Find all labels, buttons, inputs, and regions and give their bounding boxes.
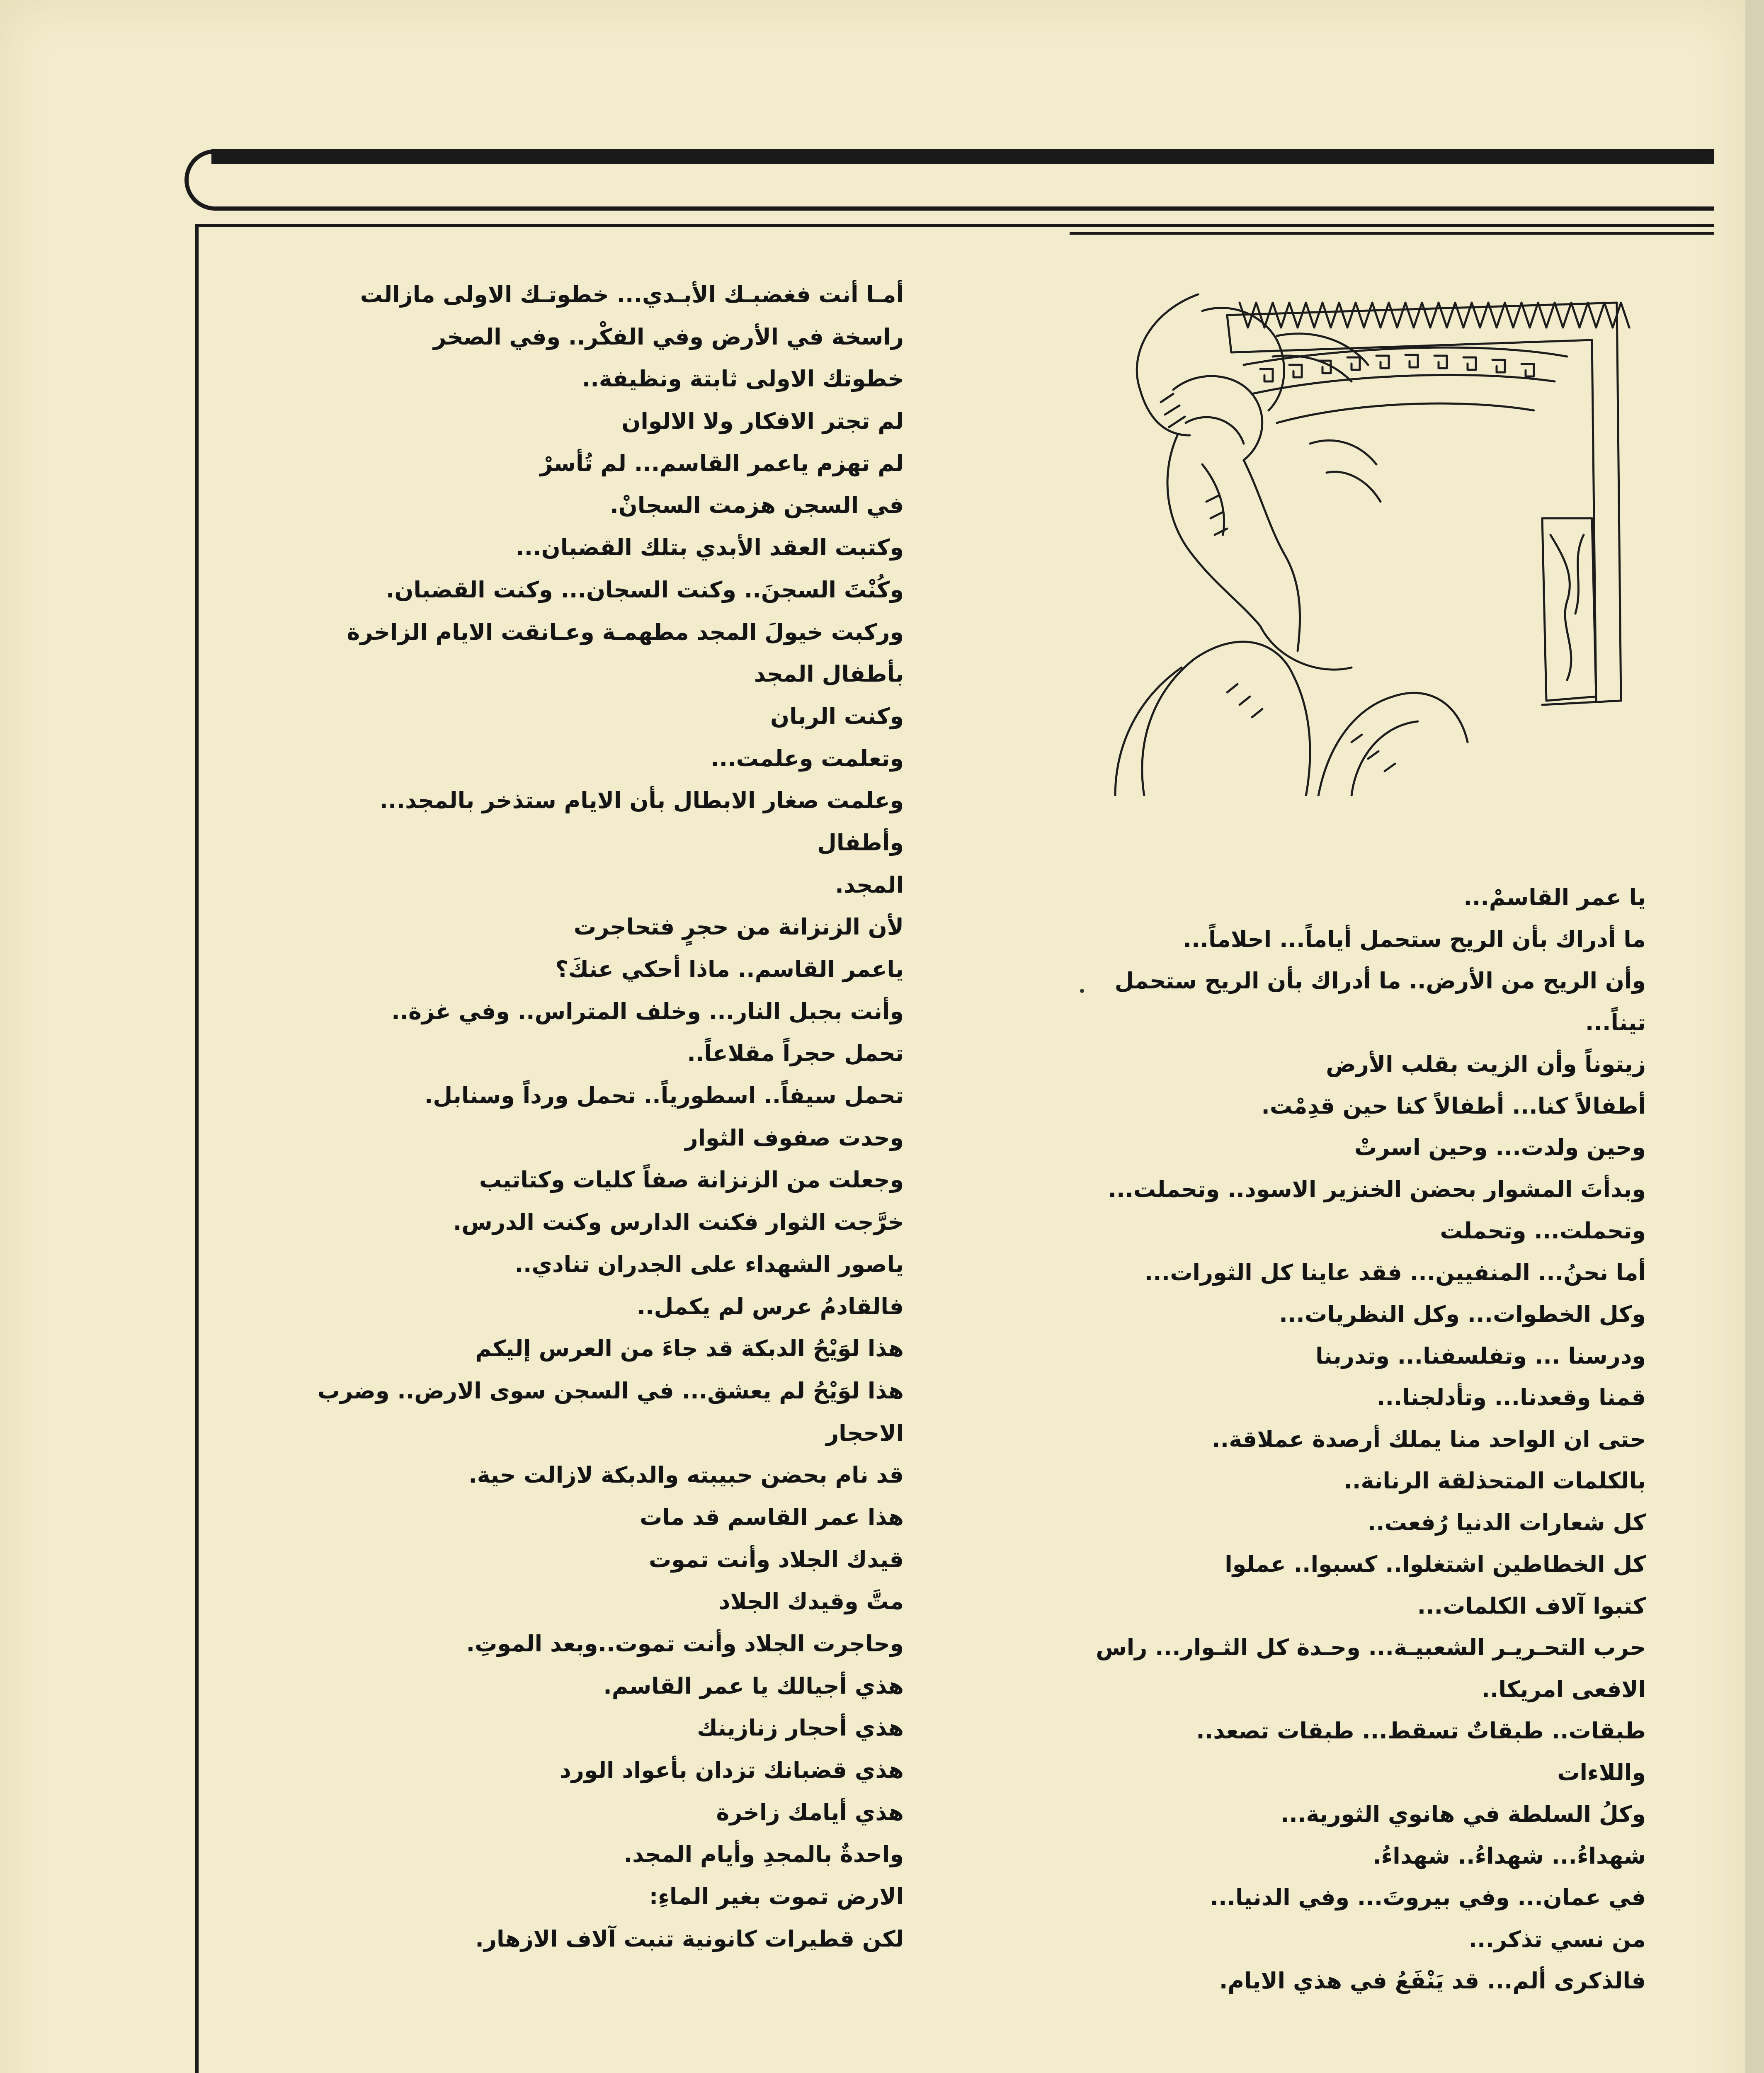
poem-line-left: في السجن هزمت السجانْ. — [610, 492, 904, 519]
frame-top-rule — [195, 224, 1714, 227]
poem-line-right: فالذكرى ألم... قد يَنْفَعُ في هذي الايام. — [1219, 1968, 1646, 1994]
poem-line-left: لم تجتر الافكار ولا الالوان — [621, 408, 904, 435]
poem-line-left: بأطفال المجد — [754, 661, 904, 687]
poem-line-right: تيناً... — [1585, 1009, 1646, 1036]
poem-line-right: زيتوناً وأن الزيت بقلب الأرض — [1326, 1051, 1646, 1077]
poem-line-left: وعلمت صغار الابطال بأن الايام ستذخر بالمجد... — [379, 787, 904, 814]
poem-line-left: خطوتك الاولى ثابتة ونظيفة.. — [582, 366, 904, 392]
poem-line-left: الارض تموت بغير الماءِ: — [649, 1884, 904, 1910]
poem-line-left: هذا لوَيْحُ الدبكة قد جاءَ من العرس إليكم — [475, 1335, 904, 1362]
poem-line-left: تحمل حجراً مقلاعاً.. — [687, 1040, 904, 1067]
poem-line-left: وكتبت العقد الأبدي بتلك القضبان... — [516, 534, 904, 561]
poem-line-left: هذي قضبانك تزدان بأعواد الورد — [560, 1757, 904, 1784]
poem-line-left: قيدك الجلاد وأنت تموت — [648, 1546, 904, 1573]
poem-left-column — [317, 274, 904, 1960]
poem-line-right: شهداءُ... شهداءُ.. شهداءُ. — [1373, 1842, 1646, 1869]
poem-line-right: أما نحنُ... المنفيين... فقد عاينا كل الثورات... — [1144, 1259, 1646, 1286]
poem-line-right: ودرسنا ... وتفلسفنا... وتدربنا — [1315, 1342, 1646, 1369]
poem-line-right: وحين ولدت... وحين اسرتْ — [1354, 1134, 1646, 1160]
poem-line-right: وكل الخطوات... وكل النظريات... — [1279, 1301, 1646, 1327]
poem-line-left: تحمل سيفاً.. اسطورياً.. تحمل ورداً وسنابل. — [424, 1083, 904, 1109]
poem-line-right: كل شعارات الدنيا رُفعت.. — [1367, 1509, 1646, 1536]
poem-line-left: هذي أجيالك يا عمر القاسم. — [603, 1672, 904, 1699]
poem-line-right: كتبوا آلاف الكلمات... — [1417, 1592, 1646, 1619]
poem-line-left: هذي أيامك زاخرة — [716, 1799, 904, 1825]
poem-line-left: وحدت صفوف الثوار — [685, 1124, 904, 1151]
poem-line-left: متَّ وقيدك الجلاد — [718, 1588, 904, 1615]
poem-line-right: وتحملت... وتحملت — [1440, 1218, 1646, 1244]
poem-line-right: الافعى امريكا.. — [1481, 1676, 1646, 1702]
poem-line-left: وكنت الربان — [770, 703, 904, 729]
poem-line-right: واللاءات — [1557, 1759, 1646, 1786]
poem-line-right: وأن الريح من الأرض.. ما أدراك بأن الريح ستحمل — [1114, 968, 1646, 994]
poem-line-left: راسخة في الأرض وفي الفكْر.. وفي الصخر — [433, 323, 904, 350]
poem-line-right: قمنا وقعدنا... وتأدلجنا... — [1376, 1384, 1646, 1410]
poem-line-right: يا عمر القاسمْ... — [1463, 884, 1646, 910]
poem-line-right: في عمان... وفي بيروتَ... وفي الدنيا... — [1210, 1884, 1646, 1910]
frame-top-rule-short — [1070, 232, 1714, 235]
poem-line-right: وكلُ السلطة في هانوي الثورية... — [1280, 1801, 1646, 1827]
poem-line-left: واحدةٌ بالمجدِ وأيام المجد. — [624, 1841, 904, 1868]
poem-line-right: كل الخطاطين اشتغلوا.. كسبوا.. عملوا — [1225, 1551, 1646, 1577]
poem-line-left: الاحجار — [826, 1420, 904, 1446]
poem-line-right: بالكلمات المتحذلقة الرنانة.. — [1344, 1468, 1646, 1494]
poem-line-left: وأطفال — [817, 829, 904, 856]
poem-line-left: لم تهزم ياعمر القاسم... لم تُأسرْ — [540, 450, 904, 476]
poem-line-right: أطفالاً كنا... أطفالاً كنا حين قدِمْت. — [1261, 1092, 1646, 1119]
poem-line-left: وأنت بجبل النار... وخلف المتراس.. وفي غزة.. — [391, 998, 904, 1024]
poem-line-left: وركبت خيولَ المجد مطهمـة وعـانقت الايام الزاخرة — [347, 619, 904, 645]
poem-line-right: ما أدراك بأن الريح ستحمل أياماً... احلاماً... — [1183, 926, 1646, 952]
poem-line-right: حرب التحـريـر الشعبيـة... وحـدة كل الثـوار... راس — [1096, 1634, 1646, 1660]
poem-line-left: قد نام بحضن حبيبته والدبكة لازالت حية. — [468, 1462, 904, 1488]
poem-line-right: حتى ان الواحد منا يملك أرصدة عملاقة.. — [1212, 1426, 1646, 1452]
poem-line-left: خرَّجت الثوار فكنت الدارس وكنت الدرس. — [453, 1209, 904, 1236]
poem-line-right: وبدأتَ المشوار بحضن الخنزير الاسود.. وتحملت... — [1108, 1176, 1646, 1202]
poem-line-left: المجد. — [835, 871, 904, 898]
header-rule — [184, 149, 1714, 211]
poem-line-left: ياعمر القاسم.. ماذا أحكي عنكَ؟ — [555, 956, 904, 982]
poem-line-left: وجعلت من الزنزانة صفاً كليات وكتاتيب — [479, 1167, 904, 1193]
poem-line-left: أمـا أنت فغضبـك الأبـدي... خطوتـك الاولى مازالت — [360, 282, 904, 308]
bullet-dot — [1080, 989, 1084, 993]
poem-line-left: وكُنْتَ السجنَ.. وكنت السجان... وكنت القضبان. — [386, 576, 904, 603]
poem-line-left: هذا لوَيْحُ لم يعشق... في السجن سوى الارض.. وضرب — [317, 1377, 904, 1404]
poem-line-left: فالقادمُ عرس لم يكمل.. — [637, 1293, 904, 1320]
poem-line-left: ياصور الشهداء على الجدران تنادي.. — [514, 1251, 904, 1277]
poem-line-left: لكن قطيرات كانونية تنبت آلاف الازهار. — [475, 1925, 904, 1952]
poem-line-right: طبقات.. طبقاتٌ تسقط... طبقات تصعد.. — [1196, 1718, 1646, 1744]
ink-sketch-arch-icon — [1103, 286, 1646, 796]
poem-line-left: لأن الزنزانة من حجرٍ فتحاجرت — [573, 914, 904, 940]
poem-line-left: وحاجرت الجلاد وأنت تموت..وبعد الموتِ. — [466, 1631, 904, 1657]
poem-line-left: هذي أحجار زنازينك — [697, 1715, 904, 1741]
poem-right-column — [1053, 877, 1646, 2002]
poem-line-right: من نسي تذكر... — [1468, 1926, 1646, 1952]
poem-line-left: هذا عمر القاسم قد مات — [640, 1504, 904, 1530]
poem-line-left: وتعلمت وعلمت... — [711, 745, 904, 772]
